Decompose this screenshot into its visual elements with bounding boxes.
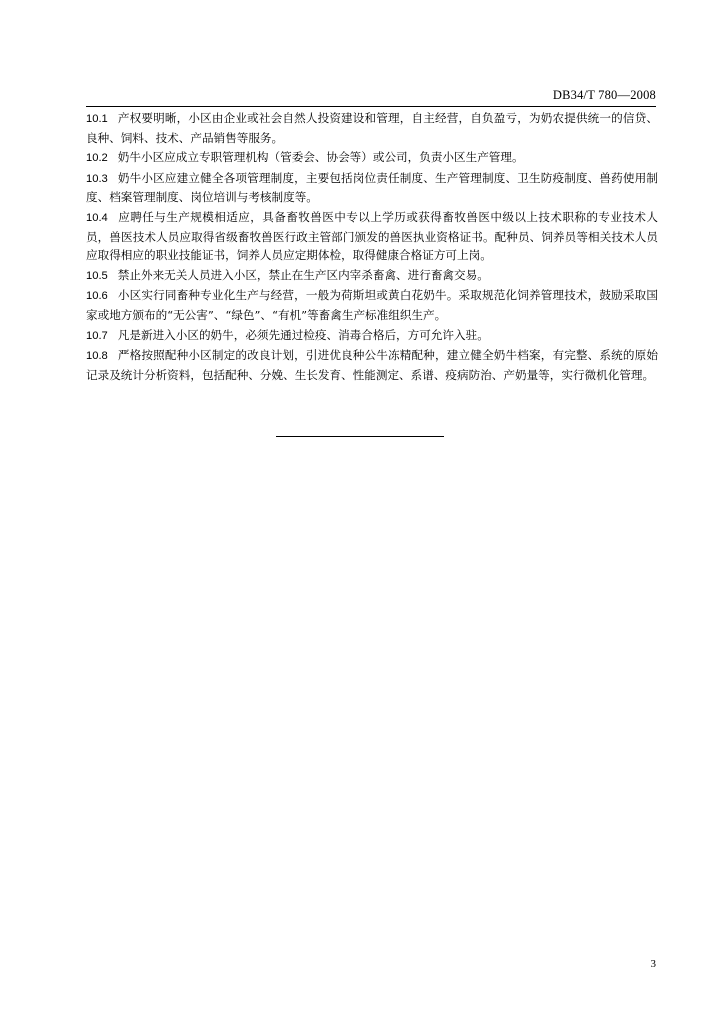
- clause-10-7: [86, 326, 658, 346]
- clause-number: 10.5: [86, 269, 108, 282]
- clause-text: 奶牛小区应成立专职管理机构（管委会、协会等）或公司，负责小区生产管理。: [117, 150, 524, 165]
- clause-10-8: [86, 346, 658, 384]
- clause-number: 10.7: [86, 329, 108, 342]
- clause-text: 凡是新进入小区的奶牛，必须先通过检疫、消毒合格后，方可允许入驻。: [117, 327, 489, 342]
- header-rule: [86, 106, 656, 107]
- clause-number: 10.8: [86, 350, 108, 363]
- clause-number: 10.4: [86, 211, 108, 224]
- clause-text: 奶牛小区应建立健全各项管理制度，主要包括岗位责任制度、生产管理制度、卫生防疫制度、兽药使用制度、档案管理制度、岗位培训与考核制度等。: [86, 170, 658, 205]
- end-of-document-rule: [276, 436, 444, 437]
- clause-10-4: [86, 208, 658, 265]
- clause-number: 10.3: [86, 172, 108, 185]
- clause-10-6: [86, 286, 658, 324]
- page-number: 3: [650, 958, 656, 970]
- clause-text: 严格按照配种小区制定的改良计划，引进优良种公牛冻精配种，建立健全奶牛档案，有完整、系统的原始记录及统计分析资料，包括配种、分娩、生长发育、性能测定、系谱、疫病防治、产奶量等，实行微机化管理。: [86, 348, 658, 382]
- document-body: [86, 109, 658, 385]
- clause-10-1: [86, 109, 658, 147]
- clause-text: 应聘任与生产规模相适应，具备畜牧兽医中专以上学历或获得畜牧兽医中级以上技术职称的专业技术人员，兽医技术人员应取得省级畜牧兽医行政主管部门颁发的兽医执业资格证书。配种员、饲养员等相关技术人员应取得相应的职业技能证书，饲养人员应定期体检，取得健康合格证方可上岗。: [86, 209, 658, 263]
- clause-number: 10.1: [86, 113, 108, 125]
- clause-10-2: [86, 148, 658, 168]
- standard-code: DB34/T 780—2008: [552, 88, 656, 102]
- clause-number: 10.2: [86, 152, 108, 165]
- clause-10-5: [86, 266, 658, 286]
- clause-text: 小区实行同畜种专业化生产与经营，一般为荷斯坦或黄白花奶牛。采取规范化饲养管理技术，鼓励采取国家或地方颁布的“无公害”、“绿色”、“有机”等畜禽生产标准组织生产。: [86, 288, 658, 322]
- clause-text: 产权要明晰，小区由企业或社会自然人投资建设和管理，自主经营，自负盈亏，为奶农提供统一的信贷、良种、饲料、技术、产品销售等服务。: [86, 111, 658, 145]
- clause-10-3: [86, 169, 658, 207]
- clause-number: 10.6: [86, 290, 108, 303]
- clause-text: 禁止外来无关人员进入小区，禁止在生产区内宰杀畜禽、进行畜禽交易。: [117, 267, 489, 282]
